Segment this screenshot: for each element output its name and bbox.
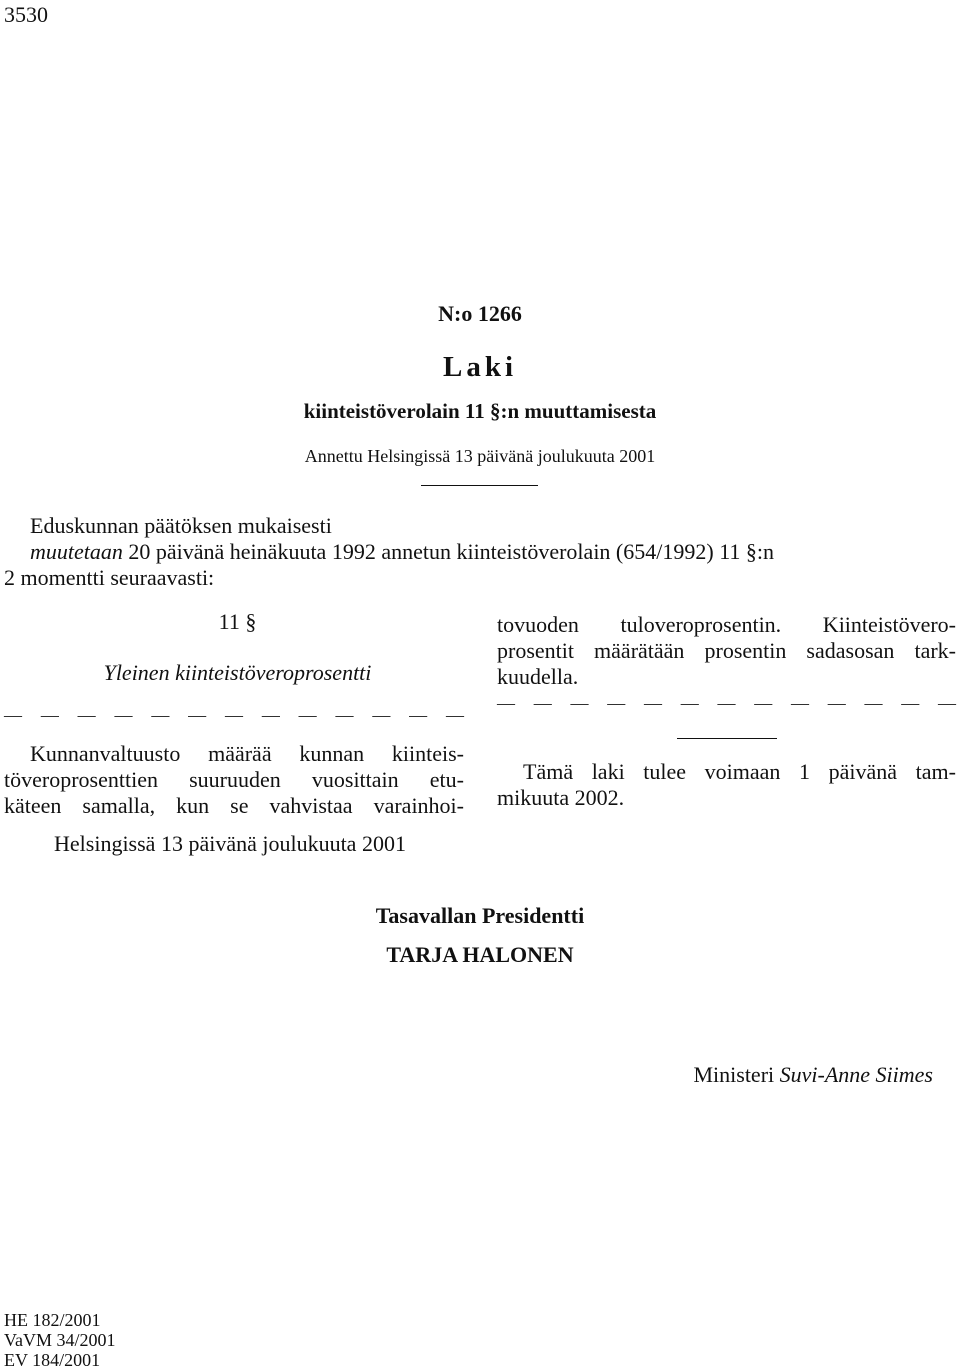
header-rule xyxy=(421,485,538,486)
minister-name: Suvi-Anne Siimes xyxy=(779,1062,933,1087)
reference-item: VaVM 34/2001 xyxy=(4,1330,116,1350)
section-number: 11 § xyxy=(218,609,257,634)
left-text-line-1: Kunnanvaltuusto määrää kunnan kiinteis- xyxy=(30,741,464,766)
left-text-line-3: käteen samalla, kun se vahvistaa varainhoi- xyxy=(4,793,464,818)
president-title: Tasavallan Presidentti xyxy=(375,903,585,928)
minister-signature xyxy=(693,1062,933,1088)
reference-item: HE 182/2001 xyxy=(4,1310,101,1330)
page-number: 3530 xyxy=(4,2,48,27)
references xyxy=(4,1310,116,1370)
preamble-verb: muutetaan xyxy=(30,539,123,564)
given-date: Annettu Helsingissä 13 päivänä joulukuuta 2001 xyxy=(304,446,656,466)
preamble-line-3: 2 momentti seuraavasti: xyxy=(4,565,215,590)
reference-item: EV 184/2001 xyxy=(4,1350,101,1370)
left-text-line-2: töveroprosenttien suuruuden vuosittain etu- xyxy=(4,767,464,792)
omission-dashes-right: — — — — — — — — — — — — — xyxy=(497,693,956,713)
place-date: Helsingissä 13 päivänä joulukuuta 2001 xyxy=(54,831,406,856)
law-subtitle: kiinteistöverolain 11 §:n muuttamisesta xyxy=(303,399,657,423)
omission-dashes-left: — — — — — — — — — — — — — xyxy=(4,705,464,725)
right-text-line-1: tovuoden tuloveroprosentin. Kiinteistövero- xyxy=(497,612,956,637)
section-heading: Yleinen kiinteistöveroprosentti xyxy=(103,660,372,685)
preamble-text: 20 päivänä heinäkuuta 1992 annetun kiinteistöverolain (654/1992) 11 §:n xyxy=(122,539,774,564)
section-end-rule xyxy=(677,738,777,739)
law-title: Laki xyxy=(442,351,518,383)
right-text-line-2: prosentit määrätään prosentin sadasosan tark- xyxy=(497,638,956,663)
preamble-line-2 xyxy=(30,539,956,565)
entry-into-force-line-1: Tämä laki tulee voimaan 1 päivänä tam- xyxy=(523,759,956,784)
minister-label: Ministeri xyxy=(693,1062,780,1087)
right-text-line-3: kuudella. xyxy=(497,664,579,689)
president-name: TARJA HALONEN xyxy=(386,942,574,967)
statute-number: N:o 1266 xyxy=(438,301,522,326)
preamble-line-1: Eduskunnan päätöksen mukaisesti xyxy=(30,513,332,538)
entry-into-force-line-2: mikuuta 2002. xyxy=(497,785,625,810)
